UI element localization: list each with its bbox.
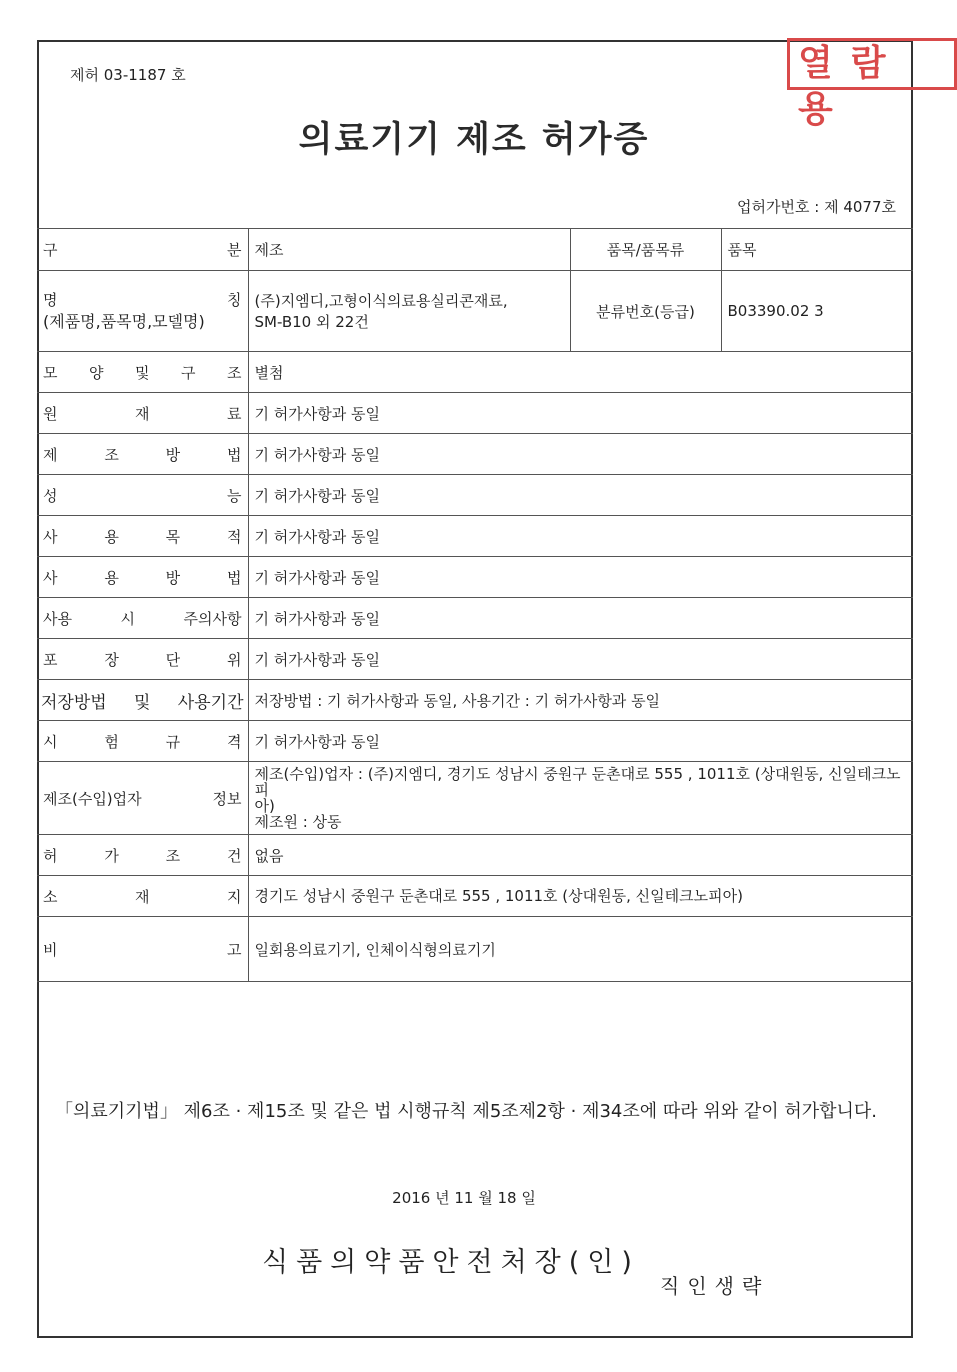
test-value: 기 허가사항과 동일 — [248, 721, 913, 762]
issuer-signature: 식품의약품안전처장(인) — [262, 1247, 640, 1278]
test-label: 시 험 규 격 — [37, 721, 248, 762]
item-type-label: 품목/품목류 — [570, 229, 721, 271]
table-row — [37, 516, 913, 557]
name-value-line2: SM-B10 외 22건 — [254, 313, 369, 331]
condition-label: 허 가 조 건 — [37, 835, 248, 876]
caution-value: 기 허가사항과 동일 — [248, 598, 913, 639]
table-row — [37, 557, 913, 598]
storage-value: 저장방법 : 기 허가사항과 동일, 사용기간 : 기 허가사항과 동일 — [248, 680, 913, 721]
table-row — [37, 917, 913, 982]
permit-number: 업허가번호 : 제 4077호 — [737, 198, 896, 216]
classification-label: 구 분 — [37, 229, 248, 271]
class-number-value: B03390.02 3 — [721, 271, 913, 352]
viewing-stamp: 열람용 — [787, 38, 957, 90]
table-row — [37, 639, 913, 680]
table-row — [37, 835, 913, 876]
usage-label: 사 용 방 법 — [37, 557, 248, 598]
table-row — [37, 721, 913, 762]
name-label-line1: 명 칭 — [43, 291, 242, 309]
manufacturer-line3: 제조원 : 상동 — [254, 813, 342, 831]
table-row — [37, 598, 913, 639]
method-value: 기 허가사항과 동일 — [248, 434, 913, 475]
table-row — [37, 762, 913, 835]
manufacturer-value — [248, 762, 913, 835]
table-row — [37, 475, 913, 516]
packaging-value: 기 허가사항과 동일 — [248, 639, 913, 680]
name-value — [248, 271, 570, 352]
manufacturer-label: 제조(수입)업자 정보 — [37, 762, 248, 835]
material-label: 원 재 료 — [37, 393, 248, 434]
manufacturer-line2: 아) — [254, 797, 275, 815]
usage-value: 기 허가사항과 동일 — [248, 557, 913, 598]
permit-statement: 「의료기기법」 제6조 · 제15조 및 같은 법 시행규칙 제5조제2항 · 제34조에 따라 위와 같이 허가합니다. — [55, 1101, 878, 1122]
remarks-value: 일회용의료기기, 인체이식형의료기기 — [248, 917, 913, 982]
table-row — [37, 434, 913, 475]
material-value: 기 허가사항과 동일 — [248, 393, 913, 434]
table-row — [37, 229, 913, 271]
table-row — [37, 271, 913, 352]
packaging-label: 포 장 단 위 — [37, 639, 248, 680]
item-type-value: 품목 — [721, 229, 913, 271]
storage-label: 저장방법 및 사용기간 — [37, 680, 248, 721]
class-number-label: 분류번호(등급) — [570, 271, 721, 352]
location-value: 경기도 성남시 중원구 둔촌대로 555 , 1011호 (상대원동, 신일테크노피아) — [248, 876, 913, 917]
permit-table — [37, 228, 913, 982]
purpose-label: 사 용 목 적 — [37, 516, 248, 557]
location-label: 소 재 지 — [37, 876, 248, 917]
classification-value: 제조 — [248, 229, 570, 271]
caution-label: 사용 시 주의사항 — [37, 598, 248, 639]
table-row — [37, 876, 913, 917]
table-row — [37, 680, 913, 721]
document-number: 제허 03-1187 호 — [70, 66, 186, 84]
name-label — [37, 271, 248, 352]
performance-value: 기 허가사항과 동일 — [248, 475, 913, 516]
table-row — [37, 393, 913, 434]
seal-omitted-note: 직인생략 — [660, 1274, 770, 1298]
purpose-value: 기 허가사항과 동일 — [248, 516, 913, 557]
table-row — [37, 352, 913, 393]
shape-label: 모 양 및 구 조 — [37, 352, 248, 393]
page-title: 의료기기 제조 허가증 — [298, 120, 650, 160]
condition-value: 없음 — [248, 835, 913, 876]
shape-value: 별첨 — [248, 352, 913, 393]
performance-label: 성 능 — [37, 475, 248, 516]
remarks-label: 비 고 — [37, 917, 248, 982]
issue-date: 2016 년 11 월 18 일 — [392, 1189, 536, 1207]
name-value-line1: (주)지엠디,고형이식의료용실리콘재료, — [254, 292, 508, 310]
name-label-line2: (제품명,품목명,모델명) — [43, 312, 205, 331]
manufacturer-line1: 제조(수입)업자 : (주)지엠디, 경기도 성남시 중원구 둔촌대로 555 , 1011호 (상대원동, 신일테크노피 — [254, 765, 901, 799]
method-label: 제 조 방 법 — [37, 434, 248, 475]
